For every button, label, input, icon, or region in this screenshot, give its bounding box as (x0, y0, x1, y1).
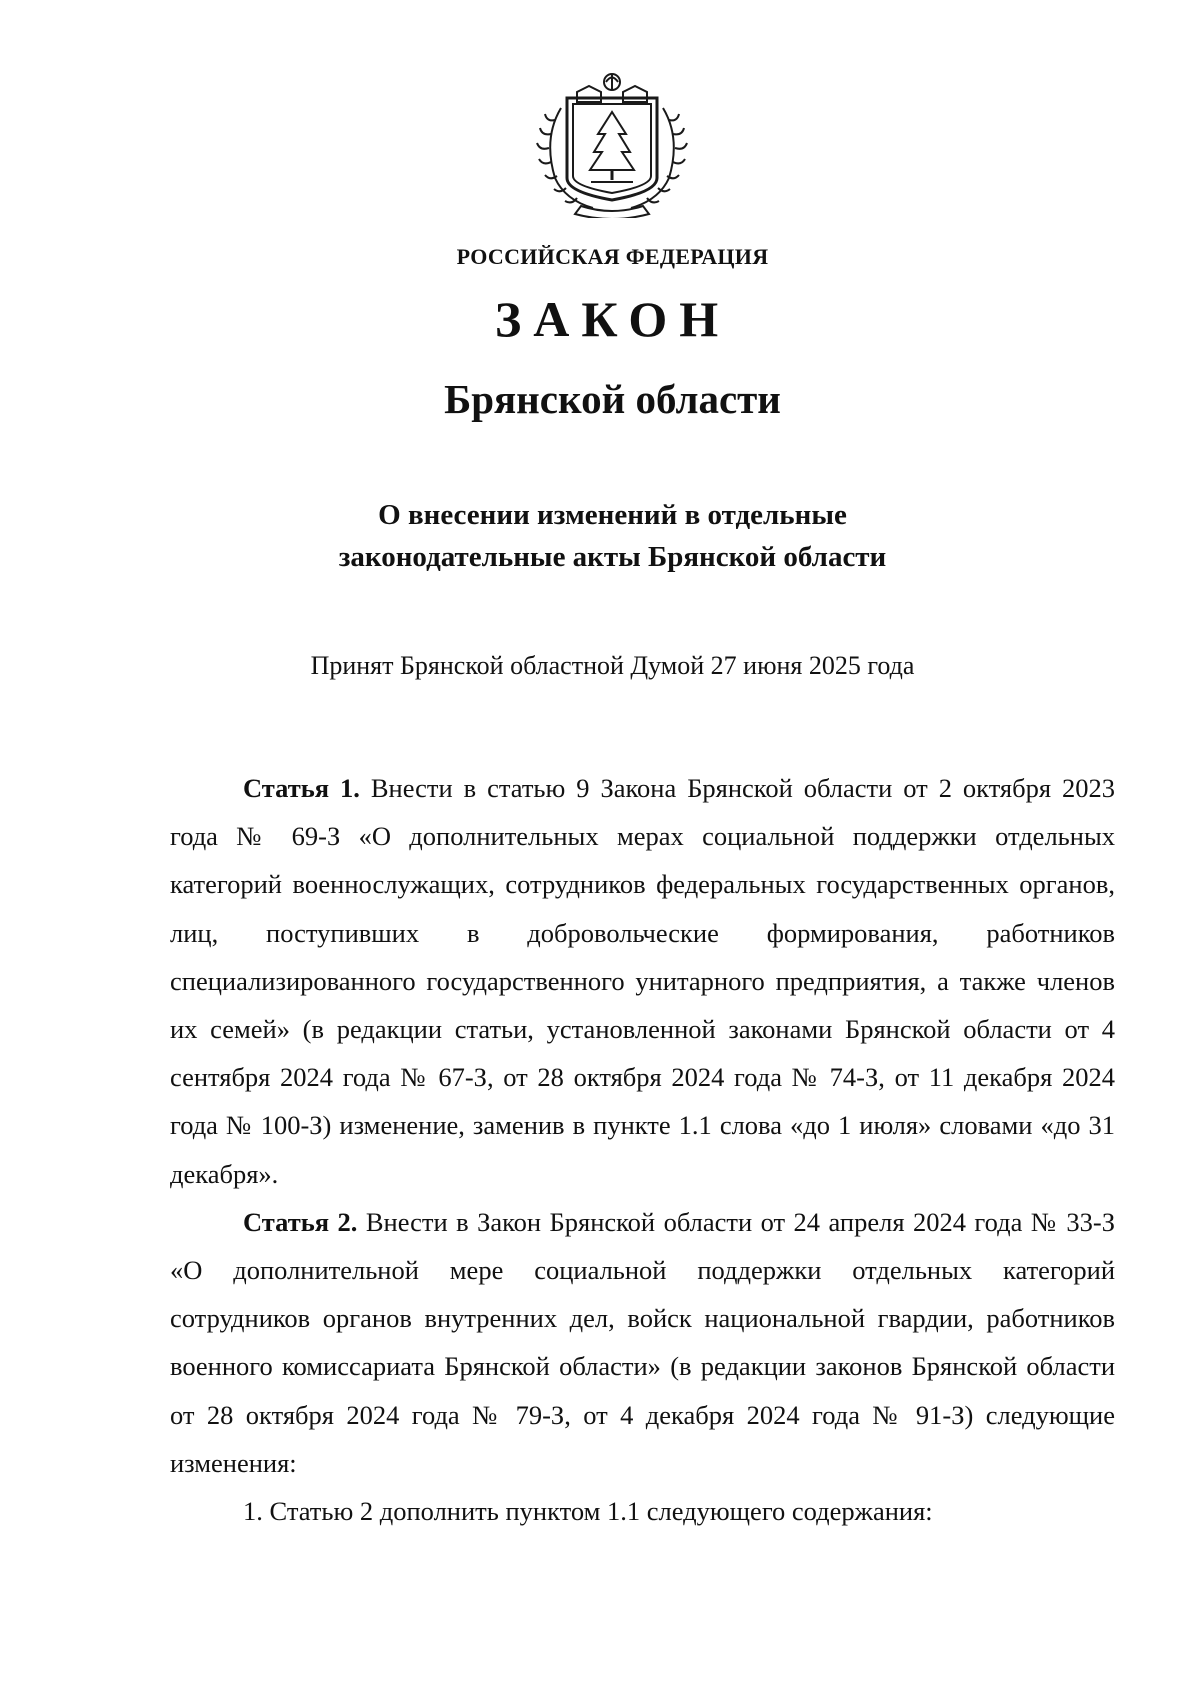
article-2-text: Внести в Закон Брянской области от 24 апреля 2024 года № 33-З «О дополнительной мере социальной поддержки отдельных категорий сотрудников органов внутренних дел, войск национальной гвардии, работников военного комиссариата Брянской области» (в редакции законов Брянской области от 28 октября 2024 года № 79-З, от 4 декабря 2024 года № 91-З) следующие изменения: (170, 1206, 1115, 1478)
law-subject-title (0, 494, 1200, 578)
adoption-statement: Принят Брянской областной Думой 27 июня 2025 года (310, 651, 915, 680)
law-subject-line-1: О внесении изменений в отдельные (378, 499, 847, 531)
country-name: РОССИЙСКАЯ ФЕДЕРАЦИЯ (456, 244, 769, 269)
article-2-item-1: 1. Статью 2 дополнить пунктом 1.1 следующего содержания: (243, 1496, 933, 1527)
article-2 (170, 1198, 1115, 1487)
coat-of-arms-icon (533, 68, 691, 218)
law-body (170, 764, 1115, 1535)
article-1-label: Статья 1. (243, 773, 360, 803)
article-1 (170, 764, 1115, 1198)
article-2-label: Статья 2. (243, 1206, 358, 1237)
law-subject-line-2: законодательные акты Брянской области (338, 541, 887, 573)
article-1-text: Внести в статью 9 Закона Брянской области от 2 октября 2023 года № 69-З «О дополнительных мерах социальной поддержки отдельных категорий военнослужащих, сотрудников федеральных государственных органов, лиц, поступивших в добровольческие формирования, работников специализированного государственного унитарного предприятия, а также членов их семей» (в редакции статьи, установленной законами Брянской области от 4 сентября 2024 года № 67-З, от 28 октября 2024 года № 74-З, от 11 декабря 2024 года № 100-З) изменение, заменив в пункте 1.1 слова «до 1 июля» словами «до 31 декабря». (170, 773, 1116, 1189)
document-type-title: ЗАКОН (494, 291, 731, 347)
region-name: Брянской области (444, 376, 781, 422)
